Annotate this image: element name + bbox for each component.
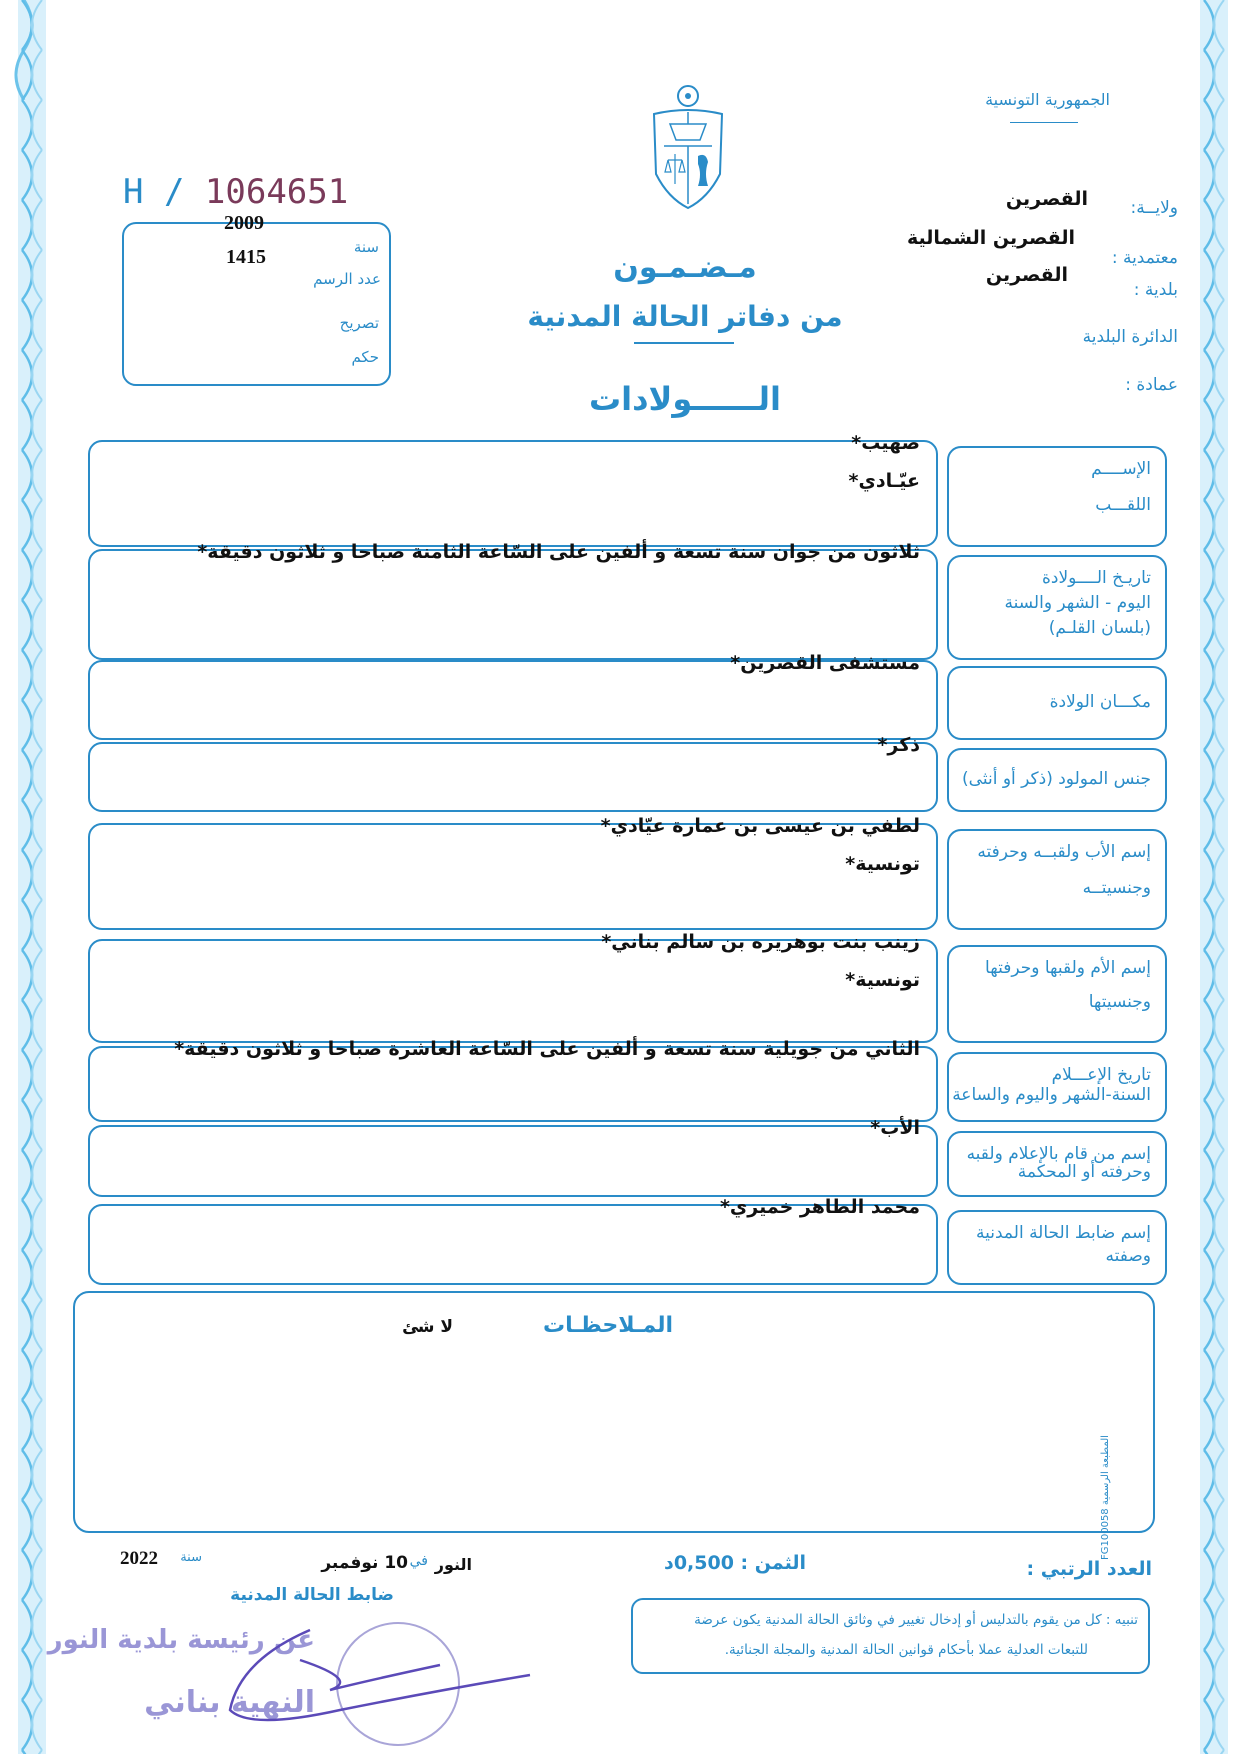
- row-label: جنس المولود (ذكر أو أنثى): [962, 769, 1151, 789]
- warning-line-2: للتبعات العدلية عملا بأحكام قوانين الحالة المدنية والمجلة الجنائية.: [724, 1642, 1088, 1658]
- row-value: عيّـادي*: [848, 470, 920, 492]
- row-label: إسم من قام بالإعلام ولقبه: [966, 1144, 1151, 1164]
- title-registers: من دفاتر الحالة المدنية: [527, 300, 843, 333]
- row-label: الإســــم: [1091, 459, 1151, 479]
- date-year-label: سنة: [180, 1550, 202, 1565]
- row-label-box: [947, 1210, 1167, 1285]
- signature-icon: [200, 1620, 540, 1730]
- row-label-box: [947, 829, 1167, 930]
- row-value-box: [88, 541, 938, 660]
- printer-mark: المطبعة الرسمية FG100058: [1100, 1435, 1111, 1560]
- row-label: اللقـــب: [1095, 494, 1151, 515]
- serial-prefix: H /: [123, 172, 185, 212]
- district-label: الدائرة البلدية: [1082, 327, 1178, 347]
- record-number-value: 1415: [226, 246, 266, 268]
- price-label: الثمن :: [740, 1552, 806, 1574]
- notes-box: [73, 1291, 1155, 1533]
- price: [664, 1552, 806, 1574]
- delegation-label: معتمدية :: [1111, 248, 1178, 268]
- record-number-label: عدد الرسم: [313, 270, 381, 288]
- date-year-value: 2022: [120, 1548, 158, 1569]
- row-label: مكـــان الولادة: [1049, 692, 1151, 712]
- row-label-box: [947, 748, 1167, 812]
- row-label: السنة-الشهر واليوم والساعة: [952, 1085, 1151, 1105]
- row-label: تاريـخ الــــولادة: [1042, 568, 1151, 588]
- serial-value: 1064651: [204, 172, 349, 212]
- row-value: الأب*: [870, 1117, 920, 1139]
- row-value-box: [88, 1196, 938, 1285]
- municipality-label: بلدية :: [1133, 280, 1178, 300]
- stamp-text: عن رئيسة بلدية النور: [47, 1625, 315, 1655]
- title-births: الــــــولادات: [588, 380, 782, 418]
- right-decorative-border: [1196, 0, 1232, 1754]
- row-value-box: [88, 815, 938, 930]
- row-value: مستشفى القصرين*: [730, 652, 920, 674]
- row-value: تونسية*: [845, 853, 920, 875]
- place-prefix: في: [409, 1553, 428, 1569]
- row-value-box: [88, 432, 938, 547]
- row-value: محمد الطاهر خميري*: [719, 1196, 920, 1218]
- delegation-value: القصرين الشمالية: [907, 227, 1075, 249]
- stamp-name: النهية بناني: [144, 1685, 315, 1720]
- row-label-box: [947, 555, 1167, 660]
- register-box: [122, 212, 391, 386]
- row-label-box: [947, 1052, 1167, 1122]
- row-label: وصفته: [1105, 1245, 1151, 1266]
- row-value: لطفي بن عيسى بن عمارة عيّادي*: [600, 815, 920, 837]
- judgment-label: حكم: [351, 348, 379, 366]
- notes-value: لا شئ: [402, 1317, 453, 1337]
- officer-title: ضابط الحالة المدنية: [230, 1585, 394, 1605]
- row-value-box: [88, 1117, 938, 1197]
- row-label: اليوم - الشهر والسنة: [1004, 593, 1151, 613]
- row-value-box: [88, 652, 938, 740]
- declaration-label: تصريح: [339, 314, 379, 332]
- row-label-box: [947, 446, 1167, 547]
- row-label: وجنسيتها: [1088, 992, 1151, 1012]
- row-value: زينب بنت بوهريره بن سالم بناني*: [601, 931, 920, 953]
- governorate-label: ولايــة:: [1130, 198, 1178, 218]
- governorate-value: القصرين: [1005, 188, 1088, 210]
- row-label: إسم الأب ولقبــه وحرفته: [977, 842, 1151, 862]
- row-label: وجنسيتــه: [1082, 877, 1151, 898]
- row-label: وحرفته أو المحكمة: [1017, 1162, 1151, 1182]
- municipality-value: القصرين: [985, 264, 1068, 286]
- row-label: تاريخ الإعـــلام: [1051, 1065, 1151, 1085]
- serial-number: [123, 172, 348, 212]
- row-label-box: [947, 1131, 1167, 1197]
- year-value: 2009: [224, 212, 264, 234]
- price-value: 0,500د: [664, 1552, 734, 1574]
- row-value: صهيب*: [851, 432, 920, 454]
- place-value: النور: [434, 1555, 472, 1574]
- republic-label: الجمهورية التونسية: [985, 90, 1110, 109]
- left-decorative-border: [14, 0, 50, 1754]
- row-label-box: [947, 666, 1167, 740]
- date-day-month: 10 نوفمبر: [321, 1553, 408, 1573]
- warning-box: [631, 1598, 1150, 1674]
- row-value-box: [88, 1038, 938, 1122]
- row-value-box: [88, 734, 938, 812]
- row-value-box: [88, 931, 938, 1043]
- title-extract: مـضـمـون: [613, 250, 757, 285]
- warning-line-1: تنبيه : كل من يقوم بالتدليس أو إدخال تغيير في وثائق الحالة المدنية يكون عرضة: [694, 1612, 1138, 1628]
- omda-label: عمادة :: [1125, 375, 1178, 395]
- divider: [1010, 122, 1078, 123]
- row-label-box: [947, 945, 1167, 1043]
- row-value: تونسية*: [845, 969, 920, 991]
- notes-label: المـلاحظـات: [543, 1313, 673, 1338]
- row-label: إسم الأم ولقبها وحرفتها: [985, 958, 1151, 978]
- tunisia-emblem-icon: [648, 84, 728, 210]
- title-underline: [634, 342, 734, 344]
- year-label: سنة: [353, 238, 379, 256]
- row-value: ثلاثون من جوان سنة تسعة و ألفين على السّاعة الثامنة صباحا و ثلاثون دقيقة*: [197, 541, 920, 563]
- row-value: ذكر*: [877, 734, 920, 756]
- row-label: إسم ضابط الحالة المدنية: [976, 1223, 1151, 1243]
- row-label: (بلسان القلـم): [1048, 618, 1151, 638]
- rank-number-label: العدد الرتبي :: [1026, 1558, 1152, 1580]
- row-value: الثاني من جويلية سنة تسعة و ألفين على السّاعة العاشرة صباحا و ثلاثون دقيقة*: [174, 1038, 920, 1060]
